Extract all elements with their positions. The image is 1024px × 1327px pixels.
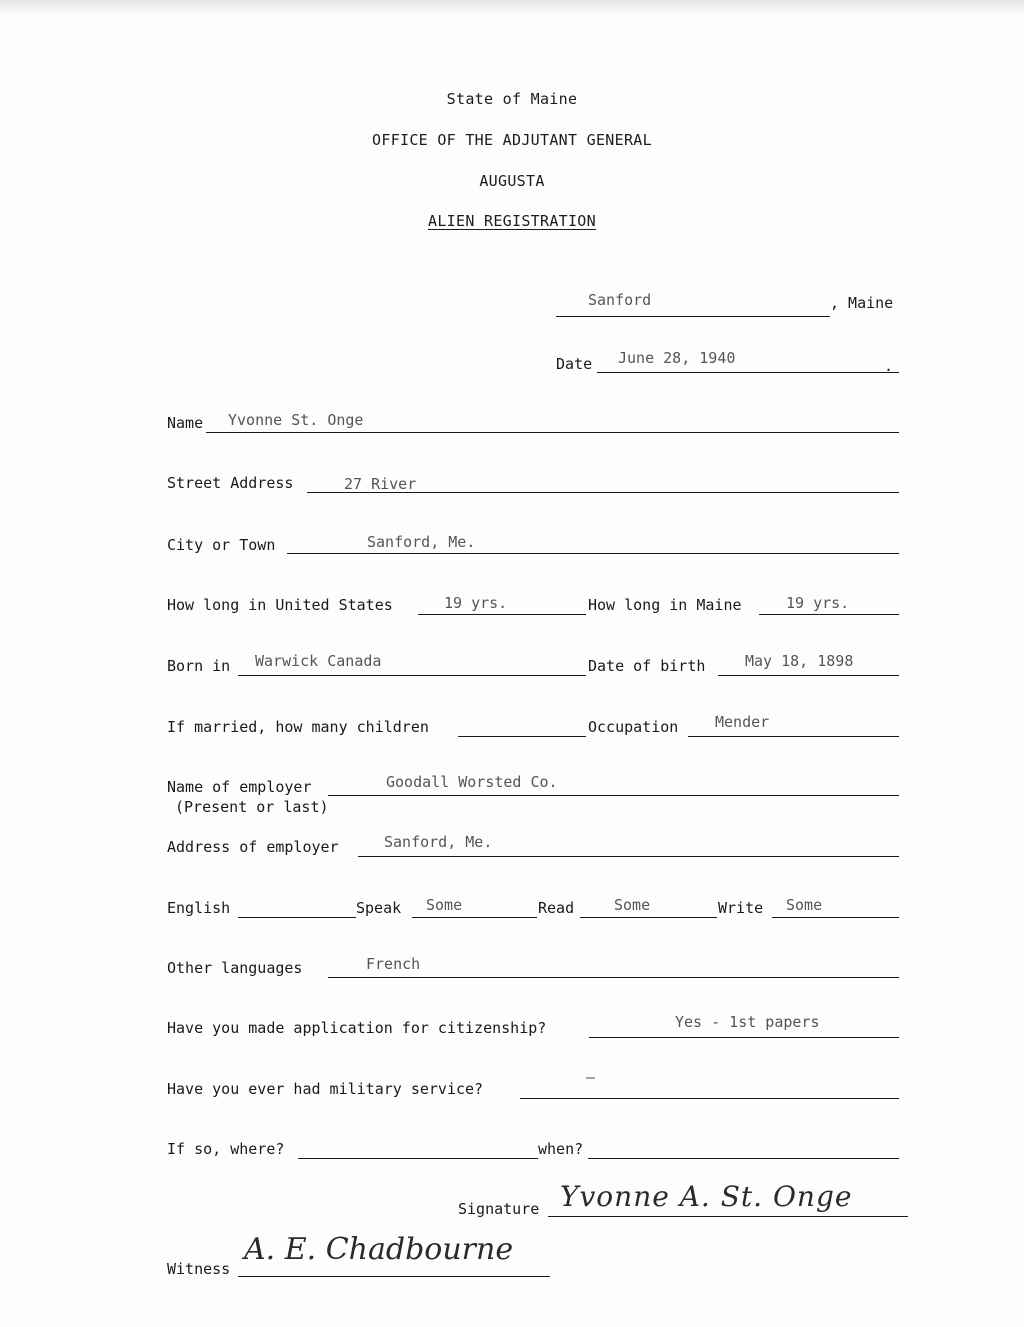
speak-value: Some [426, 896, 463, 914]
place-value: Sanford [588, 291, 652, 309]
date-value: June 28, 1940 [618, 349, 736, 367]
other-languages-label: Other languages [167, 959, 303, 977]
born-in-value: Warwick Canada [255, 652, 382, 670]
military-label: Have you ever had military service? [167, 1080, 484, 1098]
citizenship-value: Yes - 1st papers [675, 1013, 820, 1031]
children-label: If married, how many children [167, 718, 429, 736]
when-label: when? [538, 1140, 584, 1158]
scan-edge [0, 0, 1024, 14]
signature-label: Signature [458, 1200, 540, 1218]
military-value: — [586, 1068, 596, 1086]
write-value: Some [786, 896, 823, 914]
speak-label: Speak [356, 899, 402, 917]
where-line [298, 1138, 538, 1159]
dob-label: Date of birth [588, 657, 706, 675]
employer-address-label: Address of employer [167, 838, 339, 856]
write-label: Write [718, 899, 764, 917]
us-duration-value: 19 yrs. [444, 594, 508, 612]
city-label: City or Town [167, 536, 276, 554]
city-value: Sanford, Me. [367, 533, 476, 551]
city-heading: AUGUSTA [479, 172, 545, 190]
english-line [238, 897, 356, 918]
born-in-label: Born in [167, 657, 231, 675]
date-end-mark: . [884, 357, 894, 375]
other-languages-value: French [366, 955, 421, 973]
read-value: Some [614, 896, 651, 914]
dob-value: May 18, 1898 [745, 652, 854, 670]
when-line [588, 1138, 899, 1159]
occupation-value: Mender [715, 713, 770, 731]
us-duration-label: How long in United States [167, 596, 393, 614]
english-label: English [167, 899, 231, 917]
read-label: Read [538, 899, 575, 917]
employer-value: Goodall Worsted Co. [386, 773, 558, 791]
state-heading: State of Maine [446, 90, 578, 108]
date-label: Date [556, 355, 593, 373]
children-line [458, 716, 586, 737]
witness-value: A. E. Chadbourne [244, 1232, 514, 1267]
citizenship-label: Have you made application for citizenship? [167, 1019, 547, 1037]
form-title-text: ALIEN REGISTRATION [428, 212, 596, 230]
where-label: If so, where? [167, 1140, 285, 1158]
maine-duration-label: How long in Maine [588, 596, 742, 614]
military-line [520, 1078, 899, 1099]
form-title [0, 212, 1024, 230]
place-suffix: , Maine [830, 294, 894, 312]
employer-address-value: Sanford, Me. [384, 833, 493, 851]
name-label: Name [167, 414, 204, 432]
maine-duration-value: 19 yrs. [786, 594, 850, 612]
witness-label: Witness [167, 1260, 231, 1278]
signature-value: Yvonne A. St. Onge [560, 1180, 853, 1213]
employer-sublabel: (Present or last) [175, 798, 329, 816]
employer-label: Name of employer [167, 778, 312, 796]
street-value: 27 River [344, 475, 417, 493]
office-heading: OFFICE OF THE ADJUTANT GENERAL [372, 131, 652, 149]
street-label: Street Address [167, 474, 294, 492]
name-value: Yvonne St. Onge [228, 411, 364, 429]
occupation-label: Occupation [588, 718, 679, 736]
